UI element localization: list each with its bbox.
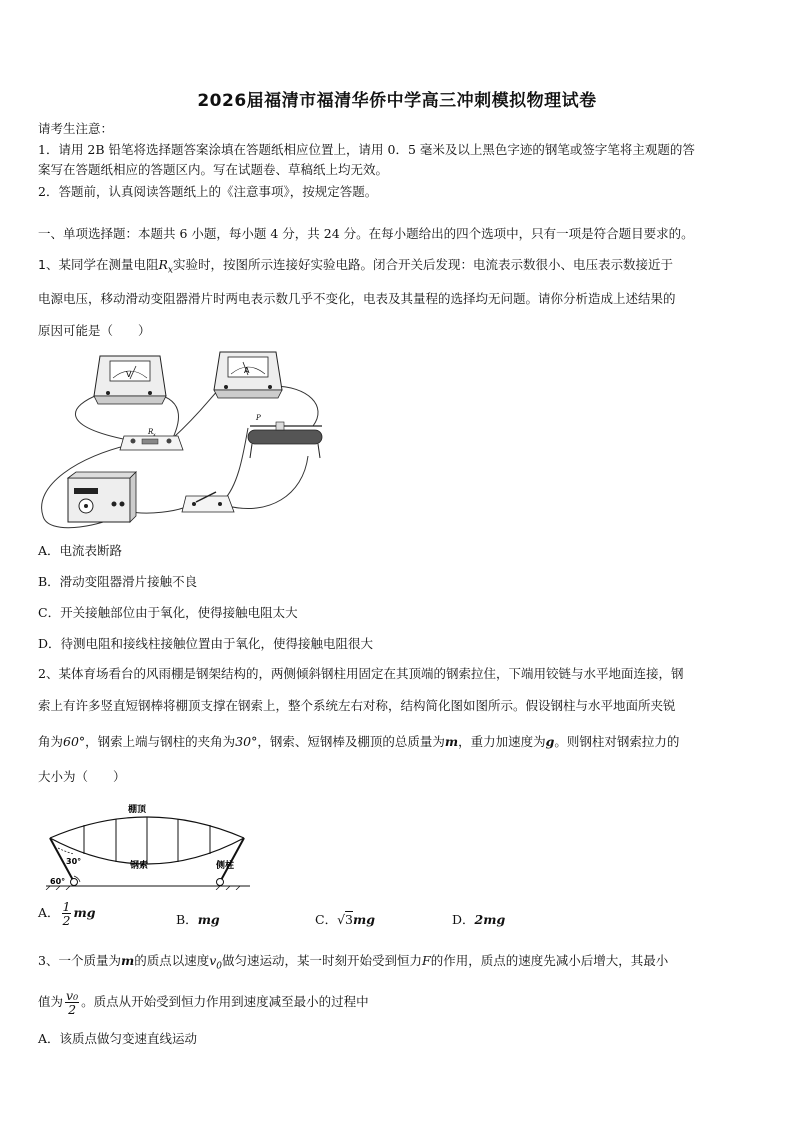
question-2-line-1: 2、某体育场看台的风雨棚是钢架结构的，两侧倾斜钢柱用固定在其顶端的钢索拉住，下端用铰链与水平地面连接，钢	[38, 666, 684, 681]
left-hinge	[71, 879, 78, 886]
question-2-line-4: 大小为（ ）	[38, 769, 126, 784]
label-roof: 棚顶	[128, 805, 147, 815]
vertical-rods	[84, 817, 210, 864]
question-2-option-d: D．2mg	[452, 912, 506, 927]
wire	[228, 456, 308, 509]
question-2-option-a: A． $\frac{1}{2}$ mg	[38, 899, 96, 928]
slider-label: P	[256, 414, 261, 422]
question-3-line-1: 3、一个质量为m的质点以速度$v_0$做匀速运动，某一时刻开始受到恒力F的作用，质点的速度先减小后增大，其最小	[38, 953, 669, 972]
notice-item-1-line-2: 案写在答题纸相应的答题区内。写在试题卷、草稿纸上均无效。	[38, 162, 389, 177]
question-1-option-c: C．开关接触部位由于氧化，使得接触电阻太大	[38, 605, 298, 620]
wire	[173, 388, 223, 438]
voltmeter	[94, 356, 166, 404]
right-hinge	[217, 879, 224, 886]
canopy-diagram	[44, 800, 254, 890]
switch	[182, 492, 234, 512]
question-2-line-3: 角为60°，钢索上端与钢柱的夹角为30°，钢索、短钢棒及棚顶的总质量为m，重力加速度为g。则钢柱对钢索拉力的	[38, 734, 680, 749]
circuit-diagram	[38, 346, 338, 536]
power-supply	[68, 472, 136, 522]
section-1-heading: 一、单项选择题：本题共 6 小题，每小题 4 分，共 24 分。在每小题给出的四个选项中，只有一项是符合题目要求的。	[38, 226, 694, 241]
question-1-line-2: 电源电压，移动滑动变阻器滑片时两电表示数几乎不变化，电表及其量程的选择均无问题。请你分析造成上述结果的	[38, 291, 676, 306]
label-angle-60: 60°	[50, 877, 66, 886]
notice-heading: 请考生注意：	[38, 121, 114, 136]
question-2-option-b: B．mg	[176, 912, 220, 927]
label-pillar: 侧柱	[216, 861, 235, 871]
question-3-option-a: A．该质点做匀变速直线运动	[38, 1031, 198, 1046]
question-3-line-2: 值为 $\frac{\text{v₀}}{2}$ 。质点从开始受到恒力作用到速度减至最小的过程中	[38, 988, 369, 1017]
question-1-option-a: A．电流表断路	[38, 543, 123, 558]
question-2-line-2: 索上有许多竖直短钢棒将棚顶支撑在钢索上，整个系统左右对称，结构简化图如图所示。假设钢柱与水平地面所夹锐	[38, 698, 676, 713]
question-1-option-d: D．待测电阻和接线柱接触位置由于氧化，使得接触电阻很大	[38, 636, 374, 651]
notice-item-1-line-1: 1．请用 2B 铅笔将选择题答案涂填在答题纸相应位置上，请用 0．5 毫米及以上黑色字迹的钢笔或签字笔将主观题的答	[38, 142, 695, 157]
ammeter-label: A	[244, 366, 250, 375]
rheostat	[248, 414, 322, 458]
question-1-line-1: 1、某同学在测量电阻$R_x$实验时，按图所示连接好实验电路。闭合开关后发现：电流表示数很小、电压表示数接近于	[38, 257, 673, 276]
voltmeter-label: V	[126, 370, 132, 379]
label-cable: 钢索	[130, 861, 149, 871]
resistor-rx	[120, 428, 183, 450]
question-2-option-c: C．√3mg	[315, 912, 375, 927]
question-1-line-3: 原因可能是（ ）	[38, 323, 151, 338]
notice-item-2: 2．答题前，认真阅读答题纸上的《注意事项》，按规定答题。	[38, 184, 378, 199]
rx-subscript: x	[153, 432, 156, 438]
wire	[223, 428, 248, 501]
ammeter	[214, 352, 282, 398]
rx-label: R	[148, 428, 154, 436]
page-title: 2026届福清市福清华侨中学高三冲刺模拟物理试卷	[197, 91, 597, 111]
label-angle-30: 30°	[66, 857, 82, 866]
question-1-option-b: B．滑动变阻器滑片接触不良	[38, 574, 198, 589]
